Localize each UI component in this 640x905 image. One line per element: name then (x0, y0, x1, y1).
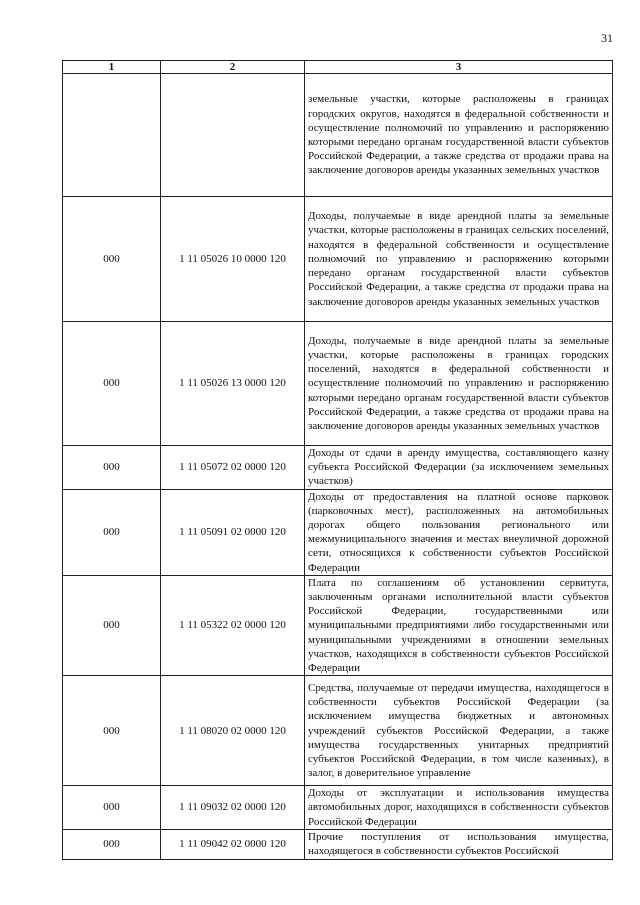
kbk-code-cell: 1 11 05322 02 0000 120 (161, 575, 305, 675)
table-row (63, 322, 613, 446)
description-cell: Доходы от предоставления на платной основе парковок (парковочных мест), расположенных на автомобильных дорогах общего пользования регионального или межмуниципального значения и местах внеуличной дорожной сети, относящихся к собственности субъектов Российской Федерации (305, 489, 613, 575)
table-row (63, 676, 613, 786)
kbk-code-cell: 1 11 09032 02 0000 120 (161, 786, 305, 830)
kbk-code-cell: 1 11 05026 10 0000 120 (161, 197, 305, 322)
admin-code-cell: 000 (63, 829, 161, 859)
description-cell: Прочие поступления от использования имущества, находящегося в собственности субъектов Российской (305, 829, 613, 859)
table-row (63, 786, 613, 830)
page-number: 31 (601, 31, 613, 45)
column-header-2: 2 (161, 61, 305, 74)
admin-code-cell: 000 (63, 575, 161, 675)
description-cell: Доходы от сдачи в аренду имущества, составляющего казну субъекта Российской Федерации (за исключением земельных участков) (305, 446, 613, 490)
description-cell: Средства, получаемые от передачи имущества, находящегося в собственности субъектов Российской Федерации (за исключением имущества бюджетных и автономных учреждений субъектов Российской Федерации, а также имущества государственных унитарных предприятий субъектов Российской Федерации, в том числе казенных), в залог, в доверительное управление (305, 676, 613, 786)
description-cell: Доходы, получаемые в виде арендной платы за земельные участки, которые расположены в границах сельских поселений, находятся в федеральной собственности и осуществление полномочий по управлению и распоряжению которыми передано органам государственной власти субъектов Российской Федерации, а также средства от продажи права на заключение договоров аренды указанных земельных участков (305, 197, 613, 322)
table-row (63, 74, 613, 197)
kbk-code-cell (161, 74, 305, 197)
column-header-3: 3 (305, 61, 613, 74)
kbk-code-cell: 1 11 05026 13 0000 120 (161, 322, 305, 446)
table-row (63, 489, 613, 575)
header-row (63, 61, 613, 74)
admin-code-cell: 000 (63, 786, 161, 830)
description-cell: Плата по соглашениям об установлении сервитута, заключенным органами исполнительной власти субъектов Российской Федерации, государственными или муниципальными предприятиями либо государственными или муниципальными учреждениями в отношении земельных участков, находящихся в собственности субъектов Российской Федерации (305, 575, 613, 675)
admin-code-cell: 000 (63, 489, 161, 575)
table-row (63, 446, 613, 490)
table-row (63, 829, 613, 859)
admin-code-cell: 000 (63, 322, 161, 446)
admin-code-cell: 000 (63, 676, 161, 786)
revenue-codes-table (62, 60, 613, 860)
admin-code-cell: 000 (63, 446, 161, 490)
kbk-code-cell: 1 11 09042 02 0000 120 (161, 829, 305, 859)
table-row (63, 197, 613, 322)
admin-code-cell (63, 74, 161, 197)
admin-code-cell: 000 (63, 197, 161, 322)
table-row (63, 575, 613, 675)
kbk-code-cell: 1 11 05091 02 0000 120 (161, 489, 305, 575)
description-cell: Доходы от эксплуатации и использования имущества автомобильных дорог, находящихся в собственности субъектов Российской Федерации (305, 786, 613, 830)
kbk-code-cell: 1 11 08020 02 0000 120 (161, 676, 305, 786)
column-header-1: 1 (63, 61, 161, 74)
kbk-code-cell: 1 11 05072 02 0000 120 (161, 446, 305, 490)
description-cell: земельные участки, которые расположены в границах городских округов, находятся в федеральной собственности и осуществление полномочий по управлению и распоряжению которыми передано органам государственной власти субъектов Российской Федерации, а также средства от продажи права на заключение договоров аренды указанных земельных участков (305, 74, 613, 197)
description-cell: Доходы, получаемые в виде арендной платы за земельные участки, которые расположены в границах городских поселений, находятся в федеральной собственности и осуществление полномочий по управлению и распоряжению которыми передано органам государственной власти субъектов Российской Федерации, а также средства от продажи права на заключение договоров аренды указанных земельных участков (305, 322, 613, 446)
